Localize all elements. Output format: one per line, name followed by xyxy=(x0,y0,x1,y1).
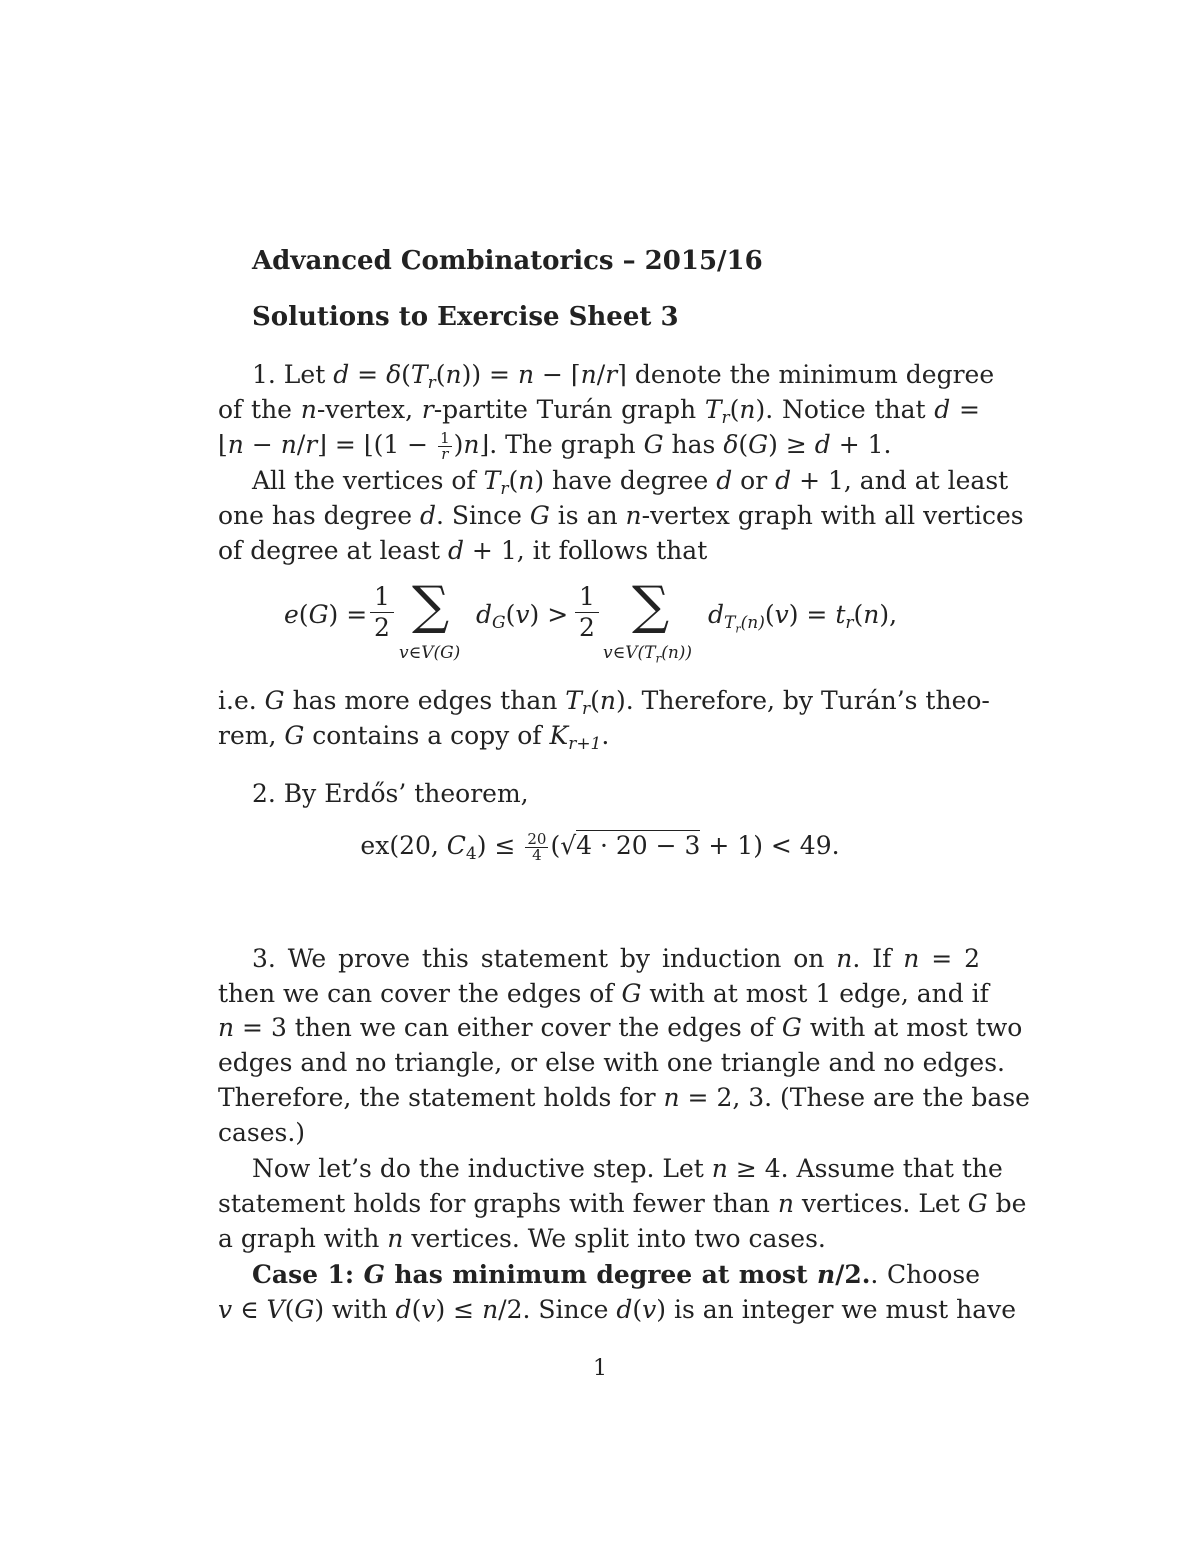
problem-3-line-9: a graph with n vertices. We split into two cases. xyxy=(218,1224,826,1253)
problem-3-line-2: then we can cover the edges of G with at most 1 edge, and if xyxy=(218,979,989,1008)
problem-3-case-1-heading: Case 1: G has minimum degree at most n/2.. Choose xyxy=(252,1260,980,1289)
problem-3-line-3: n = 3 then we can either cover the edges of G with at most two xyxy=(218,1013,1023,1042)
problem-3-line-5: Therefore, the statement holds for n = 2, 3. (These are the base xyxy=(218,1083,1030,1112)
problem-1-line-3: ⌊n − n/r⌋ = ⌊(1 − $\frac{1}{r}$ )n⌋. The graph G has δ(G) ≥ d + 1. xyxy=(218,429,892,463)
problem-3-line-1: 3. We prove this statement by induction on n. If n = 2 xyxy=(252,944,980,973)
page-number: 1 xyxy=(593,1356,607,1381)
problem-1-line-1: 1. Let $d = \delta(T_r(n)) = n$ − ⌈n/r⌉ denote the minimum degree xyxy=(252,360,995,393)
problem-1-line-6: of degree at least d + 1, it follows that xyxy=(218,536,708,565)
problem-3-line-8: statement holds for graphs with fewer than n vertices. Let G be xyxy=(218,1189,1027,1218)
problem-3-line-4: edges and no triangle, or else with one triangle and no edges. xyxy=(218,1048,1005,1077)
problem-1-line-4: All the vertices of $T_r(n)$ have degree d or d + 1, and at least xyxy=(252,466,1009,499)
problem-2-line-1: 2. By Erdős’ theorem, xyxy=(252,779,529,808)
document-title: Advanced Combinatorics – 2015/16 xyxy=(252,246,763,276)
problem-1-line-7: i.e. G has more edges than $T_r(n)$. Therefore, by Turán’s theo- xyxy=(218,686,990,719)
problem-3-line-6: cases.) xyxy=(218,1118,306,1147)
problem-1-line-5: one has degree d. Since G is an n-vertex graph with all vertices xyxy=(218,501,1024,530)
document-page: Advanced Combinatorics – 2015/16 Solutions to Exercise Sheet 3 1. Let $d = \delta(T_r(n)) = n$ − ⌈n/r⌉ denote the minimum degree of the n-vertex, r-partite Turán graph $T_r(n)$. Notice that d = ⌊n − n/r⌋ = ⌊(1 − $\frac{1}{r}$ )n⌋. The graph G has δ(G) ≥ d + 1. All the vertices of $T_r(n)$ have degree d or d + 1, and at least one has degree d. Since G is an n-vertex graph with all vertices of degree at least d + 1, it follows that e(G) = $\frac{1}{2}$ ∑ v∈V(G) $d_G(v)$ > $\frac{1}{2}$ ∑ $v\in V(T_r(n))$ $d_{T_r(n)}(v) = t_r(n)$, i.e. G has more edges than $T_r(n)$. Therefore, by Turán’s theo- rem, G contains a copy of $K_{r+1}$. 2. By Erdős’ theorem, ex(20, $C_4$) ≤ $\frac{20}{4}$ (√4 · 20 − 3 + 1) < 49. 3. We prove this statement by induction on n. If n = 2 then we can cover the edges of G with at most 1 edge, and if n = 3 then we can either cover the edges of G with at most two edges and no triangle, or else with one triangle and no edges. Therefore, the statement holds for n = 2, 3. (These are the base cases.) Now let’s do the inductive step. Let n ≥ 4. Assume that the statement holds for graphs with fewer than n vertices. Let G be a graph with n vertices. We split into two cases. Case 1: G has minimum degree at most n/2.. Choose v ∈ V(G) with d(v) ≤ n/2. Since d(v) is an integer we must have 1 xyxy=(0,0,1200,1553)
document-subtitle: Solutions to Exercise Sheet 3 xyxy=(252,302,679,332)
problem-1-line-8: rem, G contains a copy of $K_{r+1}$. xyxy=(218,721,610,754)
problem-3-line-7: Now let’s do the inductive step. Let n ≥ 4. Assume that the xyxy=(252,1154,1003,1183)
display-equation-erdos: ex(20, $C_4$) ≤ $\frac{20}{4}$ (√4 · 20 − 3 + 1) < 49. xyxy=(360,830,840,864)
problem-1-line-2: of the n-vertex, r-partite Turán graph $T_r(n)$. Notice that d = xyxy=(218,395,980,428)
problem-3-line-11: v ∈ V(G) with d(v) ≤ n/2. Since d(v) is an integer we must have xyxy=(218,1295,1017,1324)
